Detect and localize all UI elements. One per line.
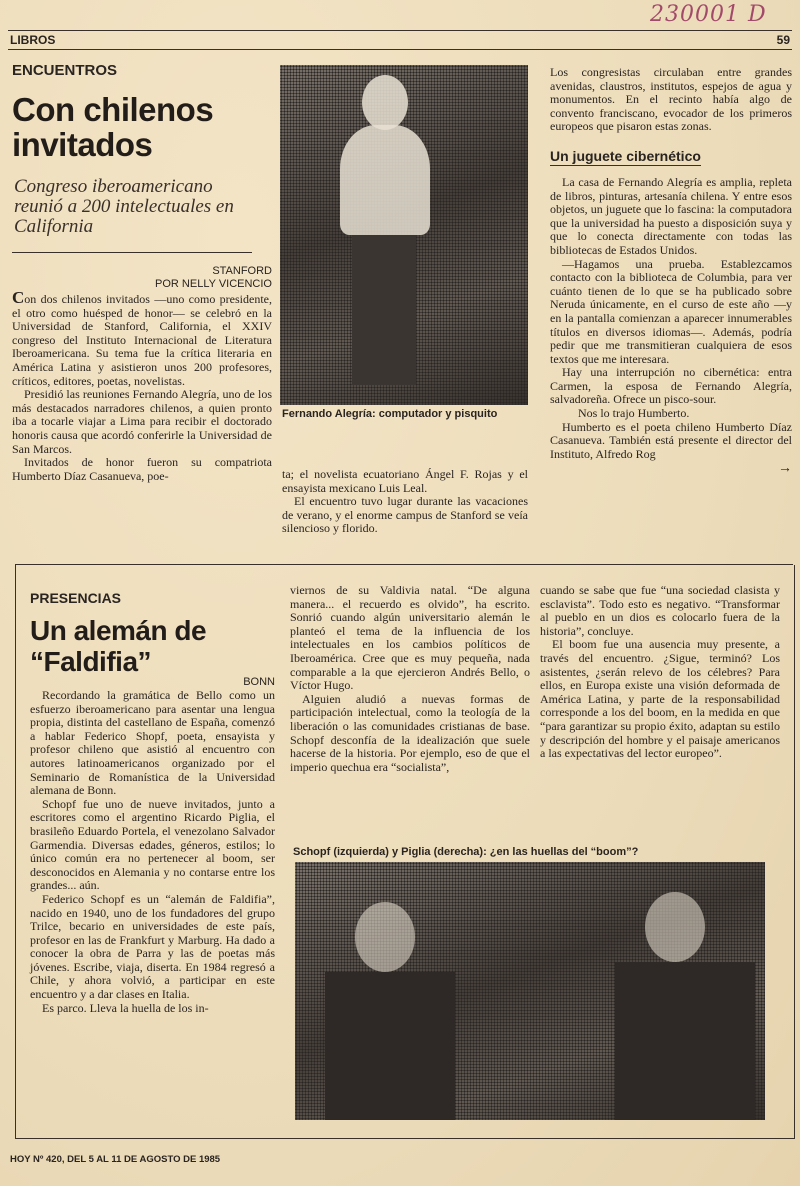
article1-deck: Congreso iberoamericano reunió a 200 intelectuales en California [14, 176, 234, 237]
article2-kicker: PRESENCIAS [30, 590, 122, 606]
paragraph: Alguien aludió a nuevas formas de participación intelectual, como la teología de la liberación o las comunidades cristianas de base. Schopf desconfía de la idealización que suele hacerse de la historia. Por ejemplo, eso de que el imperio quechua era “socialista”, [290, 691, 530, 774]
photo-subject-left-body [325, 972, 455, 1120]
issue-footer: HOY Nº 420, DEL 5 AL 11 DE AGOSTO DE 1985 [10, 1154, 221, 1165]
photo-subject-right-body [615, 962, 755, 1120]
deck-rule [12, 252, 252, 253]
handwritten-archive-note: 230001 D [650, 2, 767, 27]
article2-column-1 [30, 676, 275, 1015]
photo-fernando-alegria [280, 65, 528, 405]
paragraph: ta; el novelista ecuatoriano Ángel F. Rojas y el ensayista mexicano Luis Leal. [282, 467, 528, 495]
paragraph: Hay una interrupción no cibernética: entra Carmen, la esposa de Fernando Alegría, salvadoreña. Ofrece un pisco-sour. [550, 365, 792, 407]
photo-schopf-piglia [295, 862, 765, 1120]
article1-headline: Con chilenos invitados [12, 91, 214, 163]
paragraph: Humberto es el poeta chileno Humberto Díaz Casanueva. También está presente el director del Instituto, Alfredo Rog [550, 419, 792, 461]
page-number: 59 [776, 33, 790, 47]
paragraph: La casa de Fernando Alegría es amplia, repleta de libros, pinturas, artesanía chilena. Y entre esos objetos, un juguete que lo fascina: la computadora que la universidad ha puesto a disposición suya y que lo conecta directamente con todas las bibliotecas de Estados Unidos. [550, 174, 792, 257]
paragraph: El boom fue una ausencia muy presente, a través del encuentro. ¿Sigue, terminó? Los asistentes, ¿serán relevo de los célebres? Para ellos, en Europa existe una visión deformada de América Latina, y parte de la responsabilidad corresponde a los del boom, en la medida en que “para garantizar su propio éxito, adaptan su estilo y descripción del hombre y el paisaje americanos a las expectativas del lector europeo”. [540, 637, 780, 761]
photo-subject-left [355, 902, 415, 972]
header-bottom-rule [8, 49, 792, 50]
paragraph: Invitados de honor fueron su compatriota Humberto Díaz Casanueva, poe- [12, 455, 272, 483]
article1-column-1 [12, 265, 272, 483]
paragraph: Nos lo trajo Humberto. [578, 406, 690, 421]
continue-arrow-icon: → [778, 461, 792, 477]
article1-column-3 [550, 66, 792, 477]
byline: POR NELLY VICENCIO [155, 278, 272, 290]
photo-subject-legs [352, 235, 416, 385]
photo-subject-head [362, 75, 408, 130]
paragraph: Es parco. Lleva la huella de los in- [42, 1000, 209, 1015]
paragraph: El encuentro tuvo lugar durante las vacaciones de verano, y el enorme campus de Stanford se veía silencioso y florido. [282, 494, 528, 536]
article1-column-2 [282, 468, 528, 536]
photo-subject-right [645, 892, 705, 962]
paragraph: cuando se sabe que fue “una sociedad clasista y esclavista”. Todo esto es negativo. “Transformar al pueblo en un dios es colocarlo fuera de la historia”, concluye. [540, 583, 780, 638]
dateline: BONN [243, 676, 275, 688]
photo-caption: Schopf (izquierda) y Piglia (derecha): ¿en las huellas del “boom”? [293, 846, 639, 858]
article2-column-2 [290, 584, 530, 774]
paragraph: Con dos chilenos invitados —uno como presidente, el otro como huésped de honor— se celebró en la Universidad de Stanford, California, el XXIV congreso del Instituto Internacional de Literatura Iberoamericana. Su tema fue la crítica literaria en América Latina y asistieron unos 200 profesores, críticos, editores, poetas, novelistas. [12, 288, 272, 388]
paragraph: Schopf fue uno de nueve invitados, junto a escritores como el argentino Ricardo Piglia, el brasileño Eduardo Portela, el venezolano Salvador Garmendia. Diversas edades, géneros, estilos; lo único común era no pertenecer al boom, ser desconocidos en Alemania y no contarse entre los grandes... aún. [30, 796, 275, 893]
article2-column-3 [540, 584, 780, 761]
paragraph: Los congresistas circulaban entre grandes avenidas, claustros, institutos, espejos de agua y monumentos. En el recinto había algo de convento franciscano, evocador de los primeros europeos que pisaron estas zonas. [550, 65, 792, 134]
paragraph: —Hagamos una prueba. Establezcamos contacto con la biblioteca de Columbia, para ver cuánto tienen de lo que se ha publicado sobre Neruda únicamente, en el curso de este año —y en la pantalla comienzan a aparecer innumerables títulos en diversos idiomas—. Además, podría pedir que me transmitieran cualquiera de esos textos que me interesara. [550, 256, 792, 366]
paragraph: Presidió las reuniones Fernando Alegría, uno de los más destacados narradores chilenos, a quien pronto iba a tocarle viajar a Lima para recibir el doctorado honoris causa que acordó conferirle la Universidad de San Marcos. [12, 387, 272, 456]
paragraph: Federico Schopf es un “alemán de Faldifia”, nacido en 1940, uno de los fundadores del grupo Trilce, becario en universidades de este país, profesor en las de Frankfurt y Marburg. Ha dado a conocer la obra de Parra y las de poetas más jóvenes. Escribe, viaja, diserta. En 1984 regresó a Chile, y ahora volvió, a participar en este encuentro y a dar clases en Italia. [30, 891, 275, 1002]
photo-subject [340, 125, 430, 235]
header-top-rule [8, 30, 792, 31]
dateline: STANFORD [212, 265, 272, 277]
paragraph: Recordando la gramática de Bello como un esfuerzo iberoamericano para asentar una lengua propia, distinta del castellano de España, comenzó a hablar Federico Shopf, poeta, ensayista y profesor chileno que asistió al encuentro con autores latinoamericanos organizado por el Seminario de Romanística de la Universidad alemana de Bonn. [30, 688, 275, 798]
photo-caption: Fernando Alegría: computador y pisquito [282, 408, 498, 420]
section-label: LIBROS [10, 33, 56, 47]
article1-kicker: ENCUENTROS [12, 62, 118, 79]
subhead: Un juguete cibernético [550, 147, 701, 164]
article2-headline: Un alemán de “Faldifia” [30, 615, 207, 677]
paragraph: viernos de su Valdivia natal. “De alguna manera... el recuerdo es olvido”, ha escrito. Sonrió cuando algún universitario alemán le planteó el tema de la influencia de los intelectuales en los cambios políticos de Iberoamérica. Cree que es muy pequeña, nada comparable a la que ejercieron Andrés Bello, o Víctor Hugo. [290, 583, 530, 693]
